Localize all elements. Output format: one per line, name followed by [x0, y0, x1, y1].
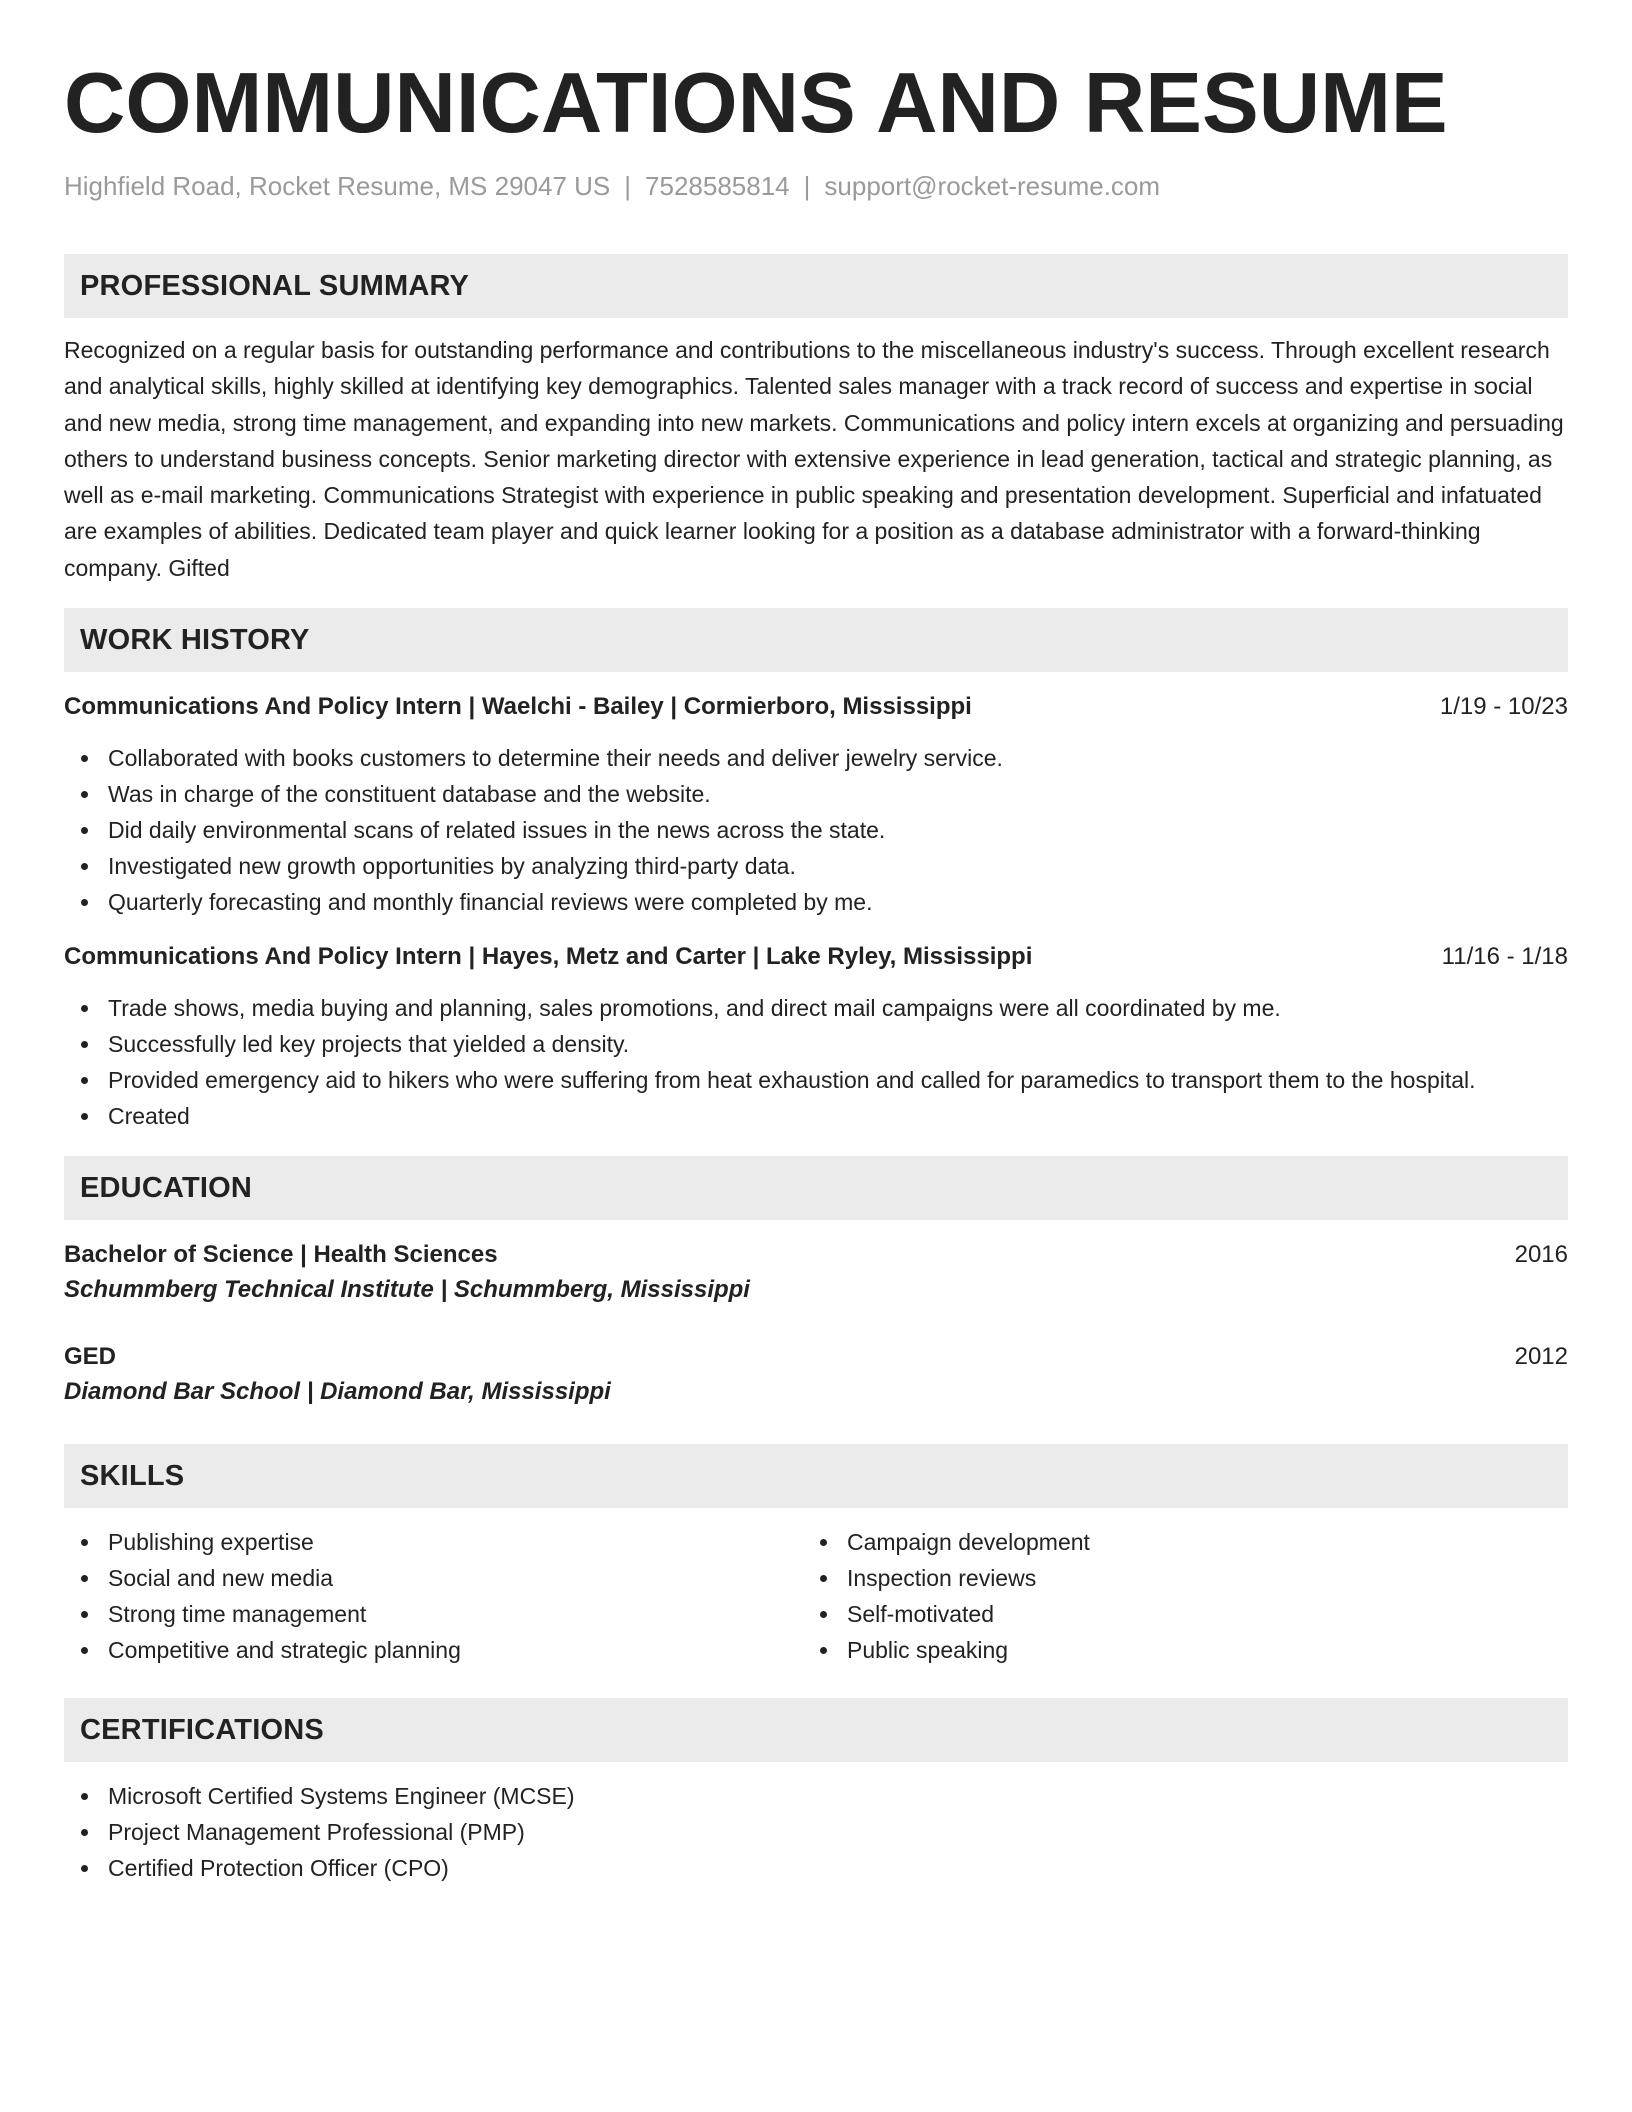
job-bullet: Trade shows, media buying and planning, sales promotions, and direct mail campaigns were all coordinated by me.: [64, 990, 1568, 1026]
education-year: 2016: [1514, 1241, 1568, 1269]
education-header: [64, 1238, 1568, 1272]
summary-text: Recognized on a regular basis for outstanding performance and contributions to the miscellaneous industry's success. Through excellent research and analytical skills, highly skilled at identifying key demographics. Talented sales manager with a track record of success and expertise in social and new media, strong time management, and expanding into new markets. Communications and policy intern excels at organizing and persuading others to understand business concepts. Senior marketing director with extensive experience in lead generation, tactical and strategic planning, as well as e-mail marketing. Communications Strategist with experience in public speaking and presentation development. Superficial and infatuated are examples of abilities. Dedicated team player and quick learner looking for a position as a database administrator with a forward-thinking company. Gifted: [64, 337, 1564, 581]
section-header-skills: SKILLS: [64, 1444, 1568, 1508]
job-bullet: Investigated new growth opportunities by analyzing third-party data.: [64, 848, 1568, 884]
job-header: [64, 940, 1568, 974]
job-bullet: Successfully led key projects that yielded a density.: [64, 1026, 1568, 1062]
job-bullet: Quarterly forecasting and monthly financial reviews were completed by me.: [64, 884, 1568, 920]
education-degree: GED: [64, 1343, 117, 1371]
contact-address: Highfield Road, Rocket Resume, MS 29047 US: [64, 171, 611, 201]
contact-line: [64, 170, 1568, 202]
skill-item: Strong time management: [64, 1596, 803, 1632]
skill-item: Publishing expertise: [64, 1524, 803, 1560]
contact-email: support@rocket-resume.com: [824, 171, 1161, 201]
skill-item: Competitive and strategic planning: [64, 1632, 803, 1668]
education-year: 2012: [1514, 1343, 1568, 1371]
education-school: Diamond Bar School | Diamond Bar, Mississippi: [64, 1378, 611, 1406]
skills-list-left: [64, 1524, 803, 1668]
certifications-list: [64, 1778, 1568, 1886]
skills-columns: [64, 1524, 1568, 1668]
job-bullet: Collaborated with books customers to determine their needs and deliver jewelry service.: [64, 740, 1568, 776]
skill-item: Social and new media: [64, 1560, 803, 1596]
job-dates: 11/16 - 1/18: [1441, 943, 1568, 971]
section-header-education: EDUCATION: [64, 1156, 1568, 1220]
certification-item: Microsoft Certified Systems Engineer (MCSE): [64, 1778, 1568, 1814]
job-title: Communications And Policy Intern | Waelchi - Bailey | Cormierboro, Mississippi: [64, 693, 972, 721]
section-header-certifications: CERTIFICATIONS: [64, 1698, 1568, 1762]
resume-name: COMMUNICATIONS AND RESUME: [64, 56, 1448, 151]
contact-phone: 7528585814: [645, 171, 790, 201]
education-school: Schummberg Technical Institute | Schummberg, Mississippi: [64, 1276, 750, 1304]
job-entry: [64, 690, 1568, 920]
job-bullet: Provided emergency aid to hikers who were suffering from heat exhaustion and called for paramedics to transport them to the hospital.: [64, 1062, 1568, 1098]
contact-separator: |: [624, 171, 632, 201]
section-header-work-history: WORK HISTORY: [64, 608, 1568, 672]
skill-item: Public speaking: [803, 1632, 1542, 1668]
skill-item: Self-motivated: [803, 1596, 1542, 1632]
skills-list-right: [803, 1524, 1542, 1668]
job-bullets: [64, 990, 1568, 1134]
education-header: [64, 1340, 1568, 1374]
job-bullet: Did daily environmental scans of related issues in the news across the state.: [64, 812, 1568, 848]
contact-separator: |: [803, 171, 811, 201]
education-entry: [64, 1238, 1568, 1308]
skill-item: Inspection reviews: [803, 1560, 1542, 1596]
job-dates: 1/19 - 10/23: [1439, 693, 1568, 721]
job-title: Communications And Policy Intern | Hayes, Metz and Carter | Lake Ryley, Mississippi: [64, 943, 1033, 971]
certification-item: Project Management Professional (PMP): [64, 1814, 1568, 1850]
job-header: [64, 690, 1568, 724]
education-entry: [64, 1340, 1568, 1410]
education-degree: Bachelor of Science | Health Sciences: [64, 1241, 498, 1269]
job-bullets: [64, 740, 1568, 920]
job-bullet: Created: [64, 1098, 1568, 1134]
certification-item: Certified Protection Officer (CPO): [64, 1850, 1568, 1886]
job-bullet: Was in charge of the constituent database and the website.: [64, 776, 1568, 812]
skill-item: Campaign development: [803, 1524, 1542, 1560]
section-header-summary: PROFESSIONAL SUMMARY: [64, 254, 1568, 318]
job-entry: [64, 940, 1568, 1134]
